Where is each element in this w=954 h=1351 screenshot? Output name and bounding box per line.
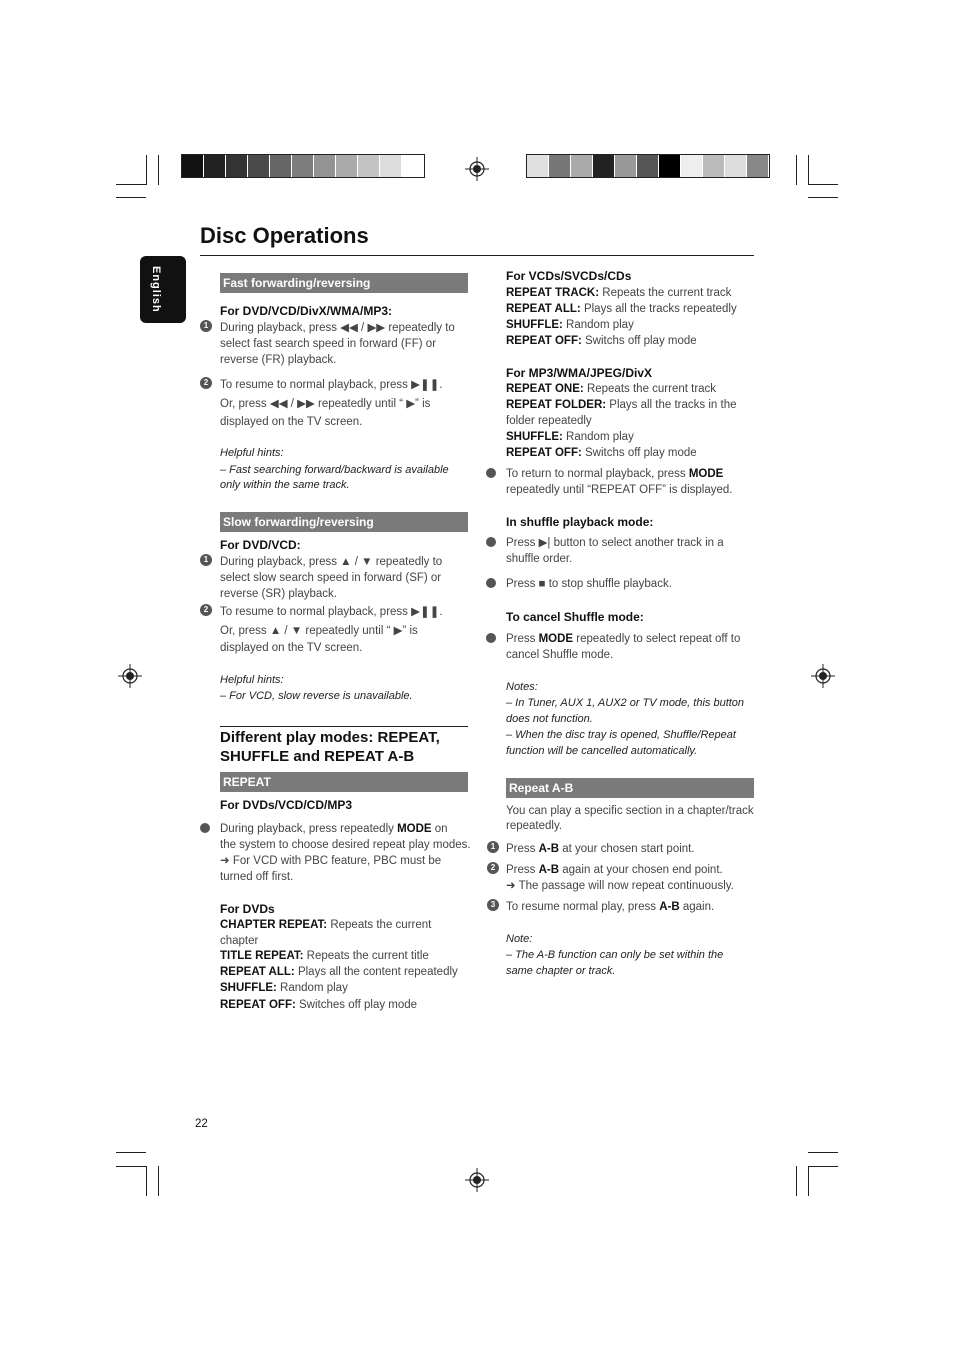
gray-scale-bar-left (181, 154, 425, 178)
step-number-1: 1 (487, 841, 499, 853)
text-line: During playback, press ▲ / ▼ repeatedly to (220, 556, 443, 568)
bullet-icon (486, 537, 496, 547)
language-tab (140, 256, 186, 323)
crop-mark (158, 155, 159, 185)
mode-line: SHUFFLE: Random play (220, 982, 348, 994)
mode-line: TITLE REPEAT: Repeats the current title (220, 950, 429, 962)
text-line: shuffle order. (506, 553, 573, 565)
registration-mark-icon (465, 157, 489, 181)
text-line: cancel Shuffle mode. (506, 649, 614, 661)
crop-mark (116, 197, 146, 198)
crop-mark (808, 1166, 838, 1167)
registration-mark-icon (465, 1168, 489, 1192)
mode-line: SHUFFLE: Random play (506, 319, 634, 331)
text-line: Or, press ▲ / ▼ repeatedly until “ ▶” is (220, 625, 418, 637)
step-number-2: 2 (487, 862, 499, 874)
text-line: Press A-B again at your chosen end point. (506, 864, 723, 876)
subheading: To cancel Shuffle mode: (506, 610, 644, 624)
text-line: chapter (220, 935, 259, 947)
crop-mark (808, 184, 838, 185)
mode-line: SHUFFLE: Random play (506, 431, 634, 443)
subheading: In shuffle playback mode: (506, 515, 654, 529)
title-rule (200, 255, 754, 256)
text-line: During playback, press repeatedly MODE on (220, 823, 448, 835)
hint-heading: Helpful hints: (220, 674, 284, 686)
mode-line: CHAPTER REPEAT: Repeats the current (220, 919, 432, 931)
step-number-2: 2 (200, 377, 212, 389)
subheading: For DVDs/VCD/CD/MP3 (220, 798, 353, 812)
registration-mark-icon (118, 664, 142, 688)
section-band-repeat: REPEAT (220, 772, 468, 792)
text-line: Press A-B at your chosen start point. (506, 843, 695, 855)
mode-line: REPEAT ALL: Plays all the content repeatedly (220, 966, 458, 978)
bullet-icon (486, 633, 496, 643)
text-line: select slow search speed in forward (SF) or (220, 572, 442, 584)
page-title: Disc Operations (200, 223, 369, 248)
text-line: displayed on the TV screen. (220, 642, 363, 654)
mode-line: REPEAT TRACK: Repeats the current track (506, 287, 732, 299)
note-text: – The A-B function can only be set within the (506, 949, 724, 961)
crop-mark (116, 1152, 146, 1153)
text-line: select fast search speed in forward (FF) or (220, 338, 437, 350)
note-text: same chapter or track. (506, 965, 616, 977)
text-line: To return to normal playback, press MODE (506, 468, 724, 480)
text-line: ➜ For VCD with PBC feature, PBC must be (220, 855, 442, 867)
hint-text: only within the same track. (220, 479, 350, 491)
step-number-2: 2 (200, 604, 212, 616)
gray-scale-bar-right (526, 154, 770, 178)
section-heading: SHUFFLE and REPEAT A-B (220, 748, 415, 765)
crop-mark (796, 1166, 797, 1196)
text-line: To resume to normal playback, press ▶❚❚. (220, 379, 443, 391)
text-line: turned off first. (220, 871, 294, 883)
crop-mark (116, 184, 146, 185)
subheading: For DVD/VCD/DivX/WMA/MP3: (220, 304, 393, 318)
bullet-icon (486, 578, 496, 588)
text-line: ➜ The passage will now repeat continuously. (506, 880, 734, 892)
language-tab-label: English (150, 266, 162, 313)
mode-line: REPEAT OFF: Switchs off play mode (506, 447, 697, 459)
crop-mark (808, 1166, 809, 1196)
crop-mark (808, 155, 809, 185)
text-line: repeatedly. (506, 820, 563, 832)
step-number-3: 3 (487, 899, 499, 911)
step-number-1: 1 (200, 320, 212, 332)
notes-text: function will be cancelled automatically. (506, 745, 698, 757)
bullet-icon (486, 468, 496, 478)
registration-mark-icon (811, 664, 835, 688)
mode-line: REPEAT ONE: Repeats the current track (506, 383, 717, 395)
text-line: folder repeatedly (506, 415, 592, 427)
text-line: To resume to normal playback, press ▶❚❚. (220, 606, 443, 618)
text-line: Press MODE repeatedly to select repeat off to (506, 633, 741, 645)
subheading: For DVD/VCD: (220, 538, 301, 552)
text-line: displayed on the TV screen. (220, 416, 363, 428)
text-line: Press ■ to stop shuffle playback. (506, 578, 672, 590)
section-band-slow: Slow forwarding/reversing (220, 512, 468, 532)
section-rule (220, 726, 468, 727)
crop-mark (146, 155, 147, 185)
hint-text: – For VCD, slow reverse is unavailable. (220, 690, 413, 702)
subheading: For DVDs (220, 902, 275, 916)
crop-mark (808, 1152, 838, 1153)
section-band-fast: Fast forwarding/reversing (220, 273, 468, 293)
subheading: For MP3/WMA/JPEG/DivX (506, 366, 653, 380)
notes-text: – In Tuner, AUX 1, AUX2 or TV mode, this button (506, 697, 745, 709)
page-number: 22 (195, 1118, 208, 1130)
text-line: Press ▶| button to select another track in a (506, 537, 724, 549)
mode-line: REPEAT ALL: Plays all the tracks repeatedly (506, 303, 737, 315)
notes-text: – When the disc tray is opened, Shuffle/Repeat (506, 729, 736, 741)
hint-heading: Helpful hints: (220, 447, 284, 459)
crop-mark (146, 1166, 147, 1196)
crop-mark (158, 1166, 159, 1196)
subheading: For VCDs/SVCDs/CDs (506, 269, 632, 283)
bullet-icon (200, 823, 210, 833)
text-line: To resume normal play, press A-B again. (506, 901, 715, 913)
crop-mark (808, 197, 838, 198)
text-line: Or, press ◀◀ / ▶▶ repeatedly until “ ▶” is (220, 398, 431, 410)
section-band-repeat-ab: Repeat A-B (506, 778, 754, 798)
text-line: You can play a specific section in a chapter/track (506, 805, 754, 817)
mode-line: REPEAT OFF: Switches off play mode (220, 999, 418, 1011)
step-number-1: 1 (200, 554, 212, 566)
text-line: reverse (SR) playback. (220, 588, 337, 600)
crop-mark (116, 1166, 146, 1167)
note-heading: Note: (506, 933, 533, 945)
text-line: repeatedly until “REPEAT OFF” is displayed. (506, 484, 733, 496)
text-line: reverse (FR) playback. (220, 354, 337, 366)
section-heading: Different play modes: REPEAT, (220, 729, 440, 746)
notes-text: does not function. (506, 713, 593, 725)
text-line: the system to choose desired repeat play modes. (220, 839, 471, 851)
mode-line: REPEAT FOLDER: Plays all the tracks in the (506, 399, 737, 411)
crop-mark (796, 155, 797, 185)
notes-heading: Notes: (506, 681, 538, 693)
hint-text: – Fast searching forward/backward is available (220, 464, 449, 476)
mode-line: REPEAT OFF: Switchs off play mode (506, 335, 697, 347)
text-line: During playback, press ◀◀ / ▶▶ repeatedly to (220, 322, 455, 334)
